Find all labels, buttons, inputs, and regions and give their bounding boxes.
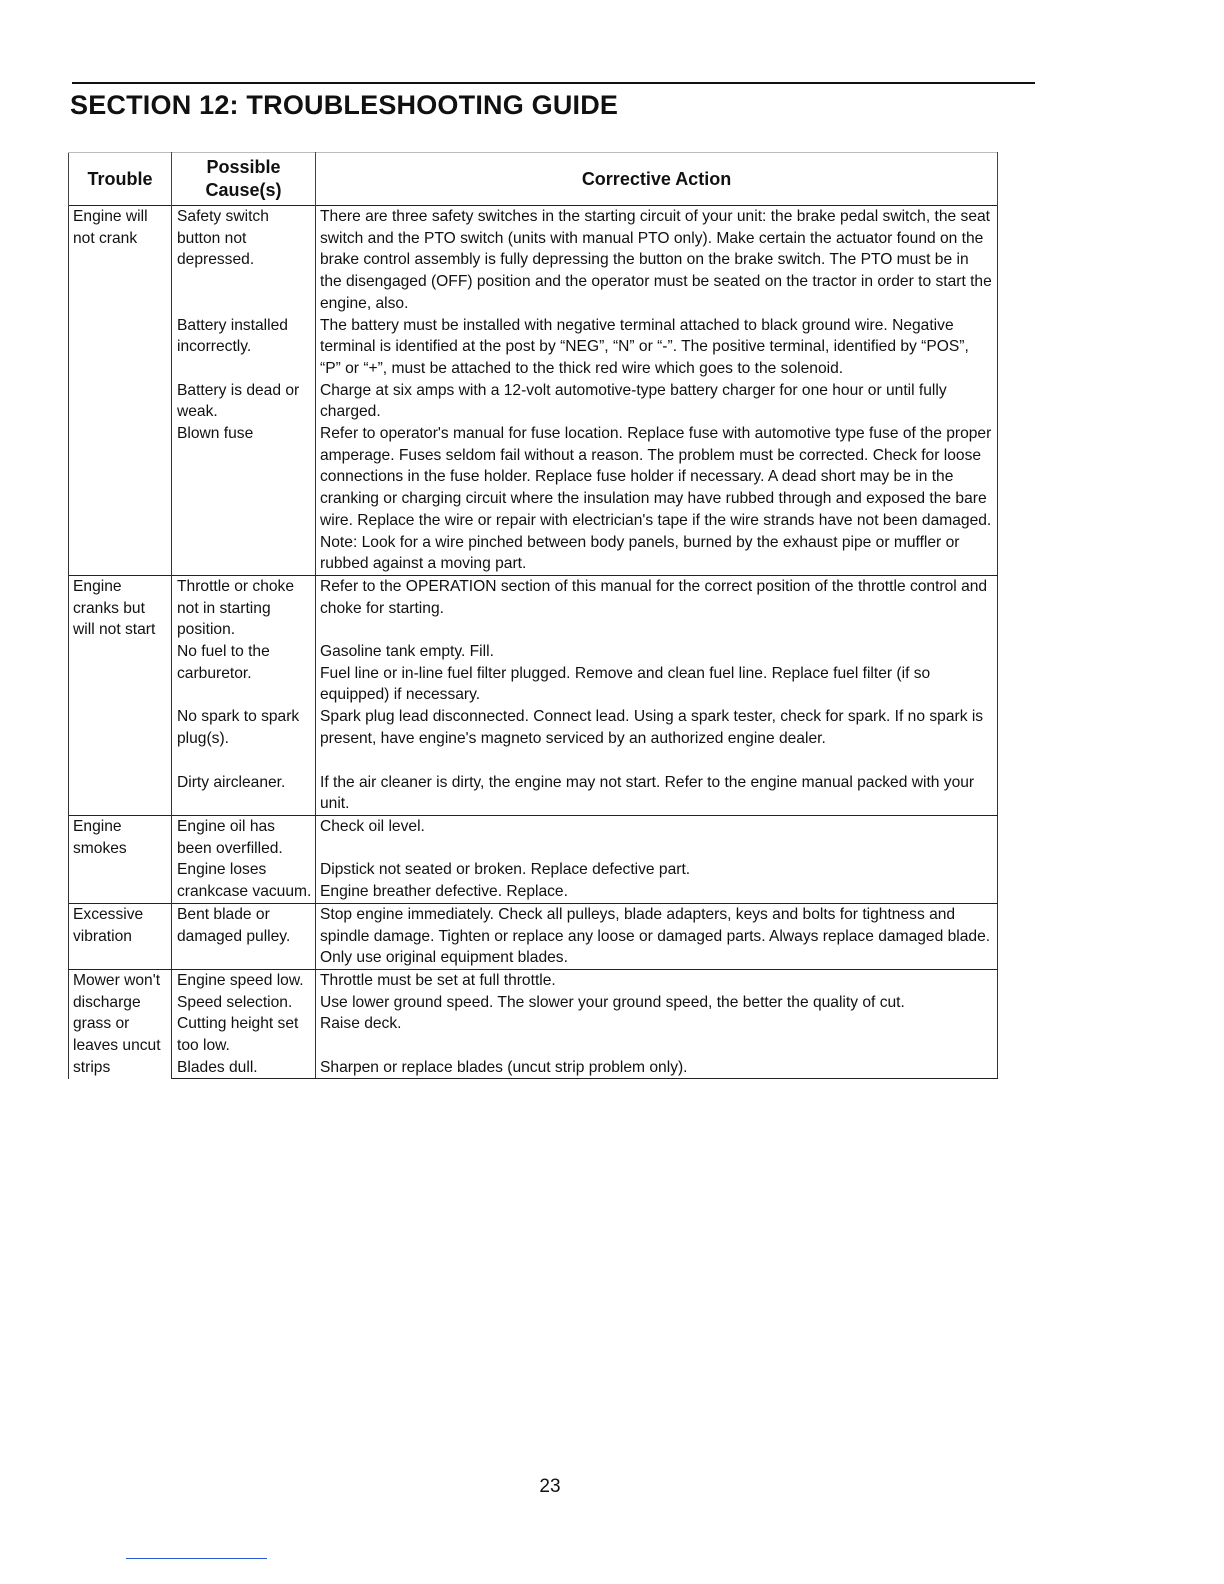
cause-cell: Throttle or choke not in starting position. — [172, 575, 316, 641]
cause-cell: Battery installed incorrectly. — [172, 315, 316, 380]
table-row — [69, 969, 998, 991]
table-row — [69, 772, 998, 816]
header-action-label: Corrective Action — [581, 168, 732, 189]
header-cause — [172, 153, 316, 206]
cause-cell: Engine speed low. — [172, 969, 316, 991]
table-row — [69, 641, 998, 706]
footer-rule — [126, 1558, 267, 1559]
trouble-cell: Excessive vibration — [69, 903, 172, 969]
action-cell: Stop engine immediately. Check all pulleys, blade adapters, keys and bolts for tightness and spindle damage. Tighten or replace any loose or damaged parts. Always replace damaged blade. Only use original equipment blades. — [316, 903, 998, 969]
action-cell: Charge at six amps with a 12-volt automotive-type battery charger for one hour or until fully charged. — [316, 380, 998, 423]
page-number: 23 — [539, 1476, 561, 1497]
cause-cell: Blown fuse — [172, 423, 316, 575]
action-cell: Raise deck. — [316, 1013, 998, 1056]
cause-cell: Blades dull. — [172, 1057, 316, 1079]
table-row — [69, 315, 998, 380]
action-cell: If the air cleaner is dirty, the engine may not start. Refer to the engine manual packed with your unit. — [316, 772, 998, 816]
cause-cell: Engine oil has been overfilled. — [172, 815, 316, 859]
table-row — [69, 1057, 998, 1079]
header-trouble-label: Trouble — [87, 168, 153, 189]
table-row — [69, 815, 998, 859]
action-cell: Refer to operator's manual for fuse location. Replace fuse with automotive type fuse of the proper amperage. Fuses seldom fail without a reason. The problem must be corrected. Check for loose connections in the fuse holder. Replace fuse holder if necessary. A dead short may be in the cranking or charging circuit where the insulation may have rubbed through and exposed the bare wire. Replace the wire or repair with electrician's tape if the wire strands have not been damaged. Note: Look for a wire pinched between body panels, burned by the exhaust pipe or muffler or rubbed against a moving part. — [316, 423, 998, 575]
table-row — [69, 859, 998, 903]
cause-cell: No spark to spark plug(s). — [172, 706, 316, 771]
table-header-row — [69, 153, 998, 206]
section-title: SECTION 12: TROUBLESHOOTING GUIDE — [70, 90, 619, 120]
action-cell: The battery must be installed with negative terminal attached to black ground wire. Negative terminal is identified at the post by “NEG”, “N” or “-”. The positive terminal, identified by “POS”, “P” or “+”, must be attached to the thick red wire which goes to the solenoid. — [316, 315, 998, 380]
cause-cell: Cutting height set too low. — [172, 1013, 316, 1056]
trouble-cell: Mower won't discharge grass or leaves uncut strips — [69, 969, 172, 1079]
table-row — [69, 206, 998, 315]
cause-cell: Speed selection. — [172, 992, 316, 1014]
trouble-cell: Engine will not crank — [69, 206, 172, 576]
troubleshooting-table — [68, 152, 998, 1079]
table-row — [69, 903, 998, 969]
action-cell: Dipstick not seated or broken. Replace defective part. Engine breather defective. Replace. — [316, 859, 998, 903]
table-row — [69, 380, 998, 423]
trouble-cell: Engine smokes — [69, 815, 172, 903]
action-cell: Refer to the OPERATION section of this manual for the correct position of the throttle control and choke for starting. — [316, 575, 998, 641]
cause-cell: Engine loses crankcase vacuum. — [172, 859, 316, 903]
action-cell: Spark plug lead disconnected. Connect lead. Using a spark tester, check for spark. If no spark is present, have engine's magneto serviced by an authorized engine dealer. — [316, 706, 998, 771]
top-rule — [72, 82, 1035, 84]
table-row — [69, 992, 998, 1014]
cause-cell: Bent blade or damaged pulley. — [172, 903, 316, 969]
action-cell: Sharpen or replace blades (uncut strip problem only). — [316, 1057, 998, 1079]
action-cell: There are three safety switches in the starting circuit of your unit: the brake pedal switch, the seat switch and the PTO switch (units with manual PTO only). Make certain the actuator found on the brake control assembly is fully depressing the button on the brake switch. The PTO must be in the disengaged (OFF) position and the operator must be seated on the tractor in order to start the engine, also. — [316, 206, 998, 315]
cause-cell: Battery is dead or weak. — [172, 380, 316, 423]
trouble-cell: Engine cranks but will not start — [69, 575, 172, 815]
cause-cell: Dirty aircleaner. — [172, 772, 316, 816]
cause-cell: Safety switch button not depressed. — [172, 206, 316, 315]
table-row — [69, 423, 998, 575]
table-row — [69, 1013, 998, 1056]
header-cause-label: Possible Cause(s) — [205, 157, 282, 200]
action-cell: Check oil level. — [316, 815, 998, 859]
table-row — [69, 575, 998, 641]
table-row — [69, 706, 998, 771]
cause-cell: No fuel to the carburetor. — [172, 641, 316, 706]
header-trouble — [69, 153, 172, 206]
header-action — [316, 153, 998, 206]
action-cell: Throttle must be set at full throttle. — [316, 969, 998, 991]
action-cell: Gasoline tank empty. Fill. Fuel line or in-line fuel filter plugged. Remove and clean fuel line. Replace fuel filter (if so equipped) if necessary. — [316, 641, 998, 706]
action-cell: Use lower ground speed. The slower your ground speed, the better the quality of cut. — [316, 992, 998, 1014]
